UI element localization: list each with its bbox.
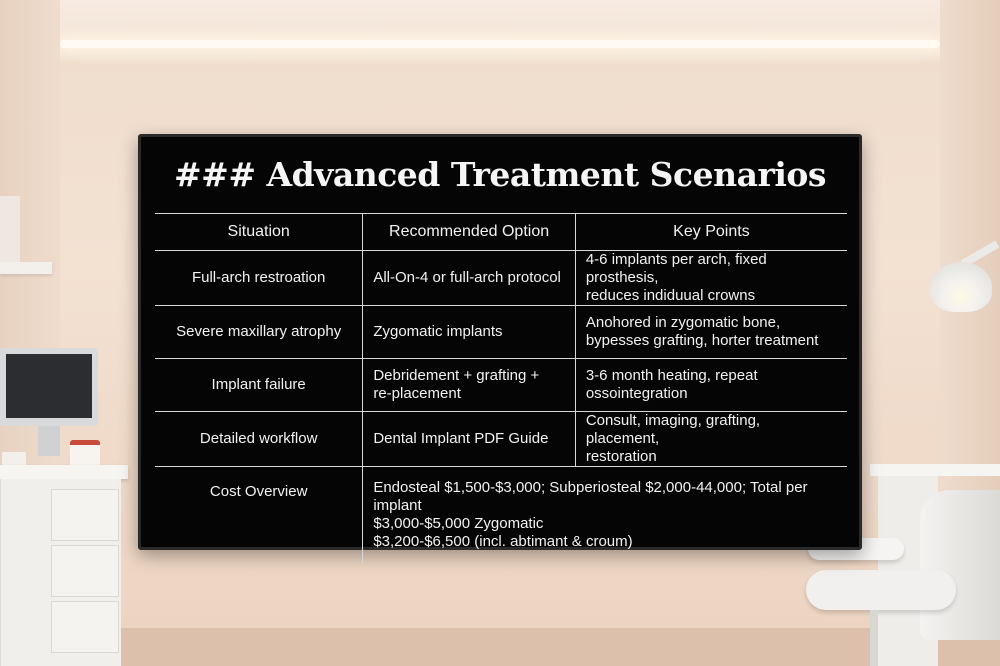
key-points-cell	[575, 359, 847, 412]
key-point-line: Consult, imaging, grafting, placement,	[585, 412, 761, 447]
monitor-screen	[6, 354, 92, 418]
cost-line: $3,200-$6,500 (incl. abtimant & croum)	[373, 533, 633, 550]
situation-cell: Detailed workflow	[155, 412, 363, 467]
table-row	[155, 467, 847, 564]
option-cell: Dental Implant PDF Guide	[363, 412, 576, 467]
situation-cell: Full-arch restroation	[155, 251, 363, 306]
key-point-line: 4-6 implants per arch, fixed prosthesis,	[585, 251, 767, 286]
key-point-line: bypesses grafting, horter treatment	[585, 332, 819, 349]
situation-cell: Implant failure	[155, 359, 363, 412]
left-cabinet	[0, 479, 121, 666]
cost-cell	[363, 467, 847, 564]
option-cell	[363, 359, 576, 412]
option-cell: All-On-4 or full-arch protocol	[363, 251, 576, 306]
ceiling-light-icon	[60, 40, 940, 48]
dental-lamp-icon	[930, 262, 992, 312]
stool-leg	[870, 610, 878, 666]
situation-cell: Cost Overview	[155, 467, 363, 564]
cost-line: Endosteal $1,500-$3,000; Subperiosteal $2,000-44,000; Total per implant	[373, 479, 808, 514]
key-points-cell	[575, 306, 847, 359]
table-header-row	[155, 214, 847, 251]
key-points-cell	[575, 412, 847, 467]
cost-line: $3,000-$5,000 Zygomatic	[373, 515, 544, 532]
drawer	[51, 489, 119, 541]
column-header: Key Points	[575, 214, 847, 251]
display-title: ### Advanced Treatment Scenarios	[174, 155, 826, 194]
shelf-box	[0, 196, 20, 262]
floor	[0, 628, 1000, 666]
ceiling	[0, 0, 1000, 60]
column-header: Situation	[155, 214, 363, 251]
table-row	[155, 251, 847, 306]
treatment-table	[155, 213, 847, 563]
option-cell: Zygomatic implants	[363, 306, 576, 359]
drawer	[51, 545, 119, 597]
wall-display	[138, 134, 862, 550]
left-counter	[0, 465, 128, 479]
monitor-stand	[38, 426, 60, 456]
monitor-icon	[0, 348, 98, 426]
stool-base	[806, 570, 956, 610]
key-points-cell	[575, 251, 847, 306]
right-counter	[870, 464, 1000, 476]
key-point-line: Anohored in zygomatic bone,	[585, 314, 781, 331]
table-row	[155, 306, 847, 359]
column-header: Recommended Option	[363, 214, 576, 251]
dental-chair	[920, 490, 1000, 640]
key-point-line: restoration	[585, 448, 657, 465]
key-point-line: reduces indiduual crowns	[585, 287, 756, 304]
situation-cell: Severe maxillary atrophy	[155, 306, 363, 359]
table-row	[155, 412, 847, 467]
table-row	[155, 359, 847, 412]
key-point-line: 3-6 month heating, repeat ossointegration	[585, 367, 758, 402]
drawer	[51, 601, 119, 653]
wall-shelf	[0, 262, 52, 274]
option-line: Debridement + grafting +	[373, 367, 540, 384]
option-line: re-placement	[373, 385, 461, 402]
